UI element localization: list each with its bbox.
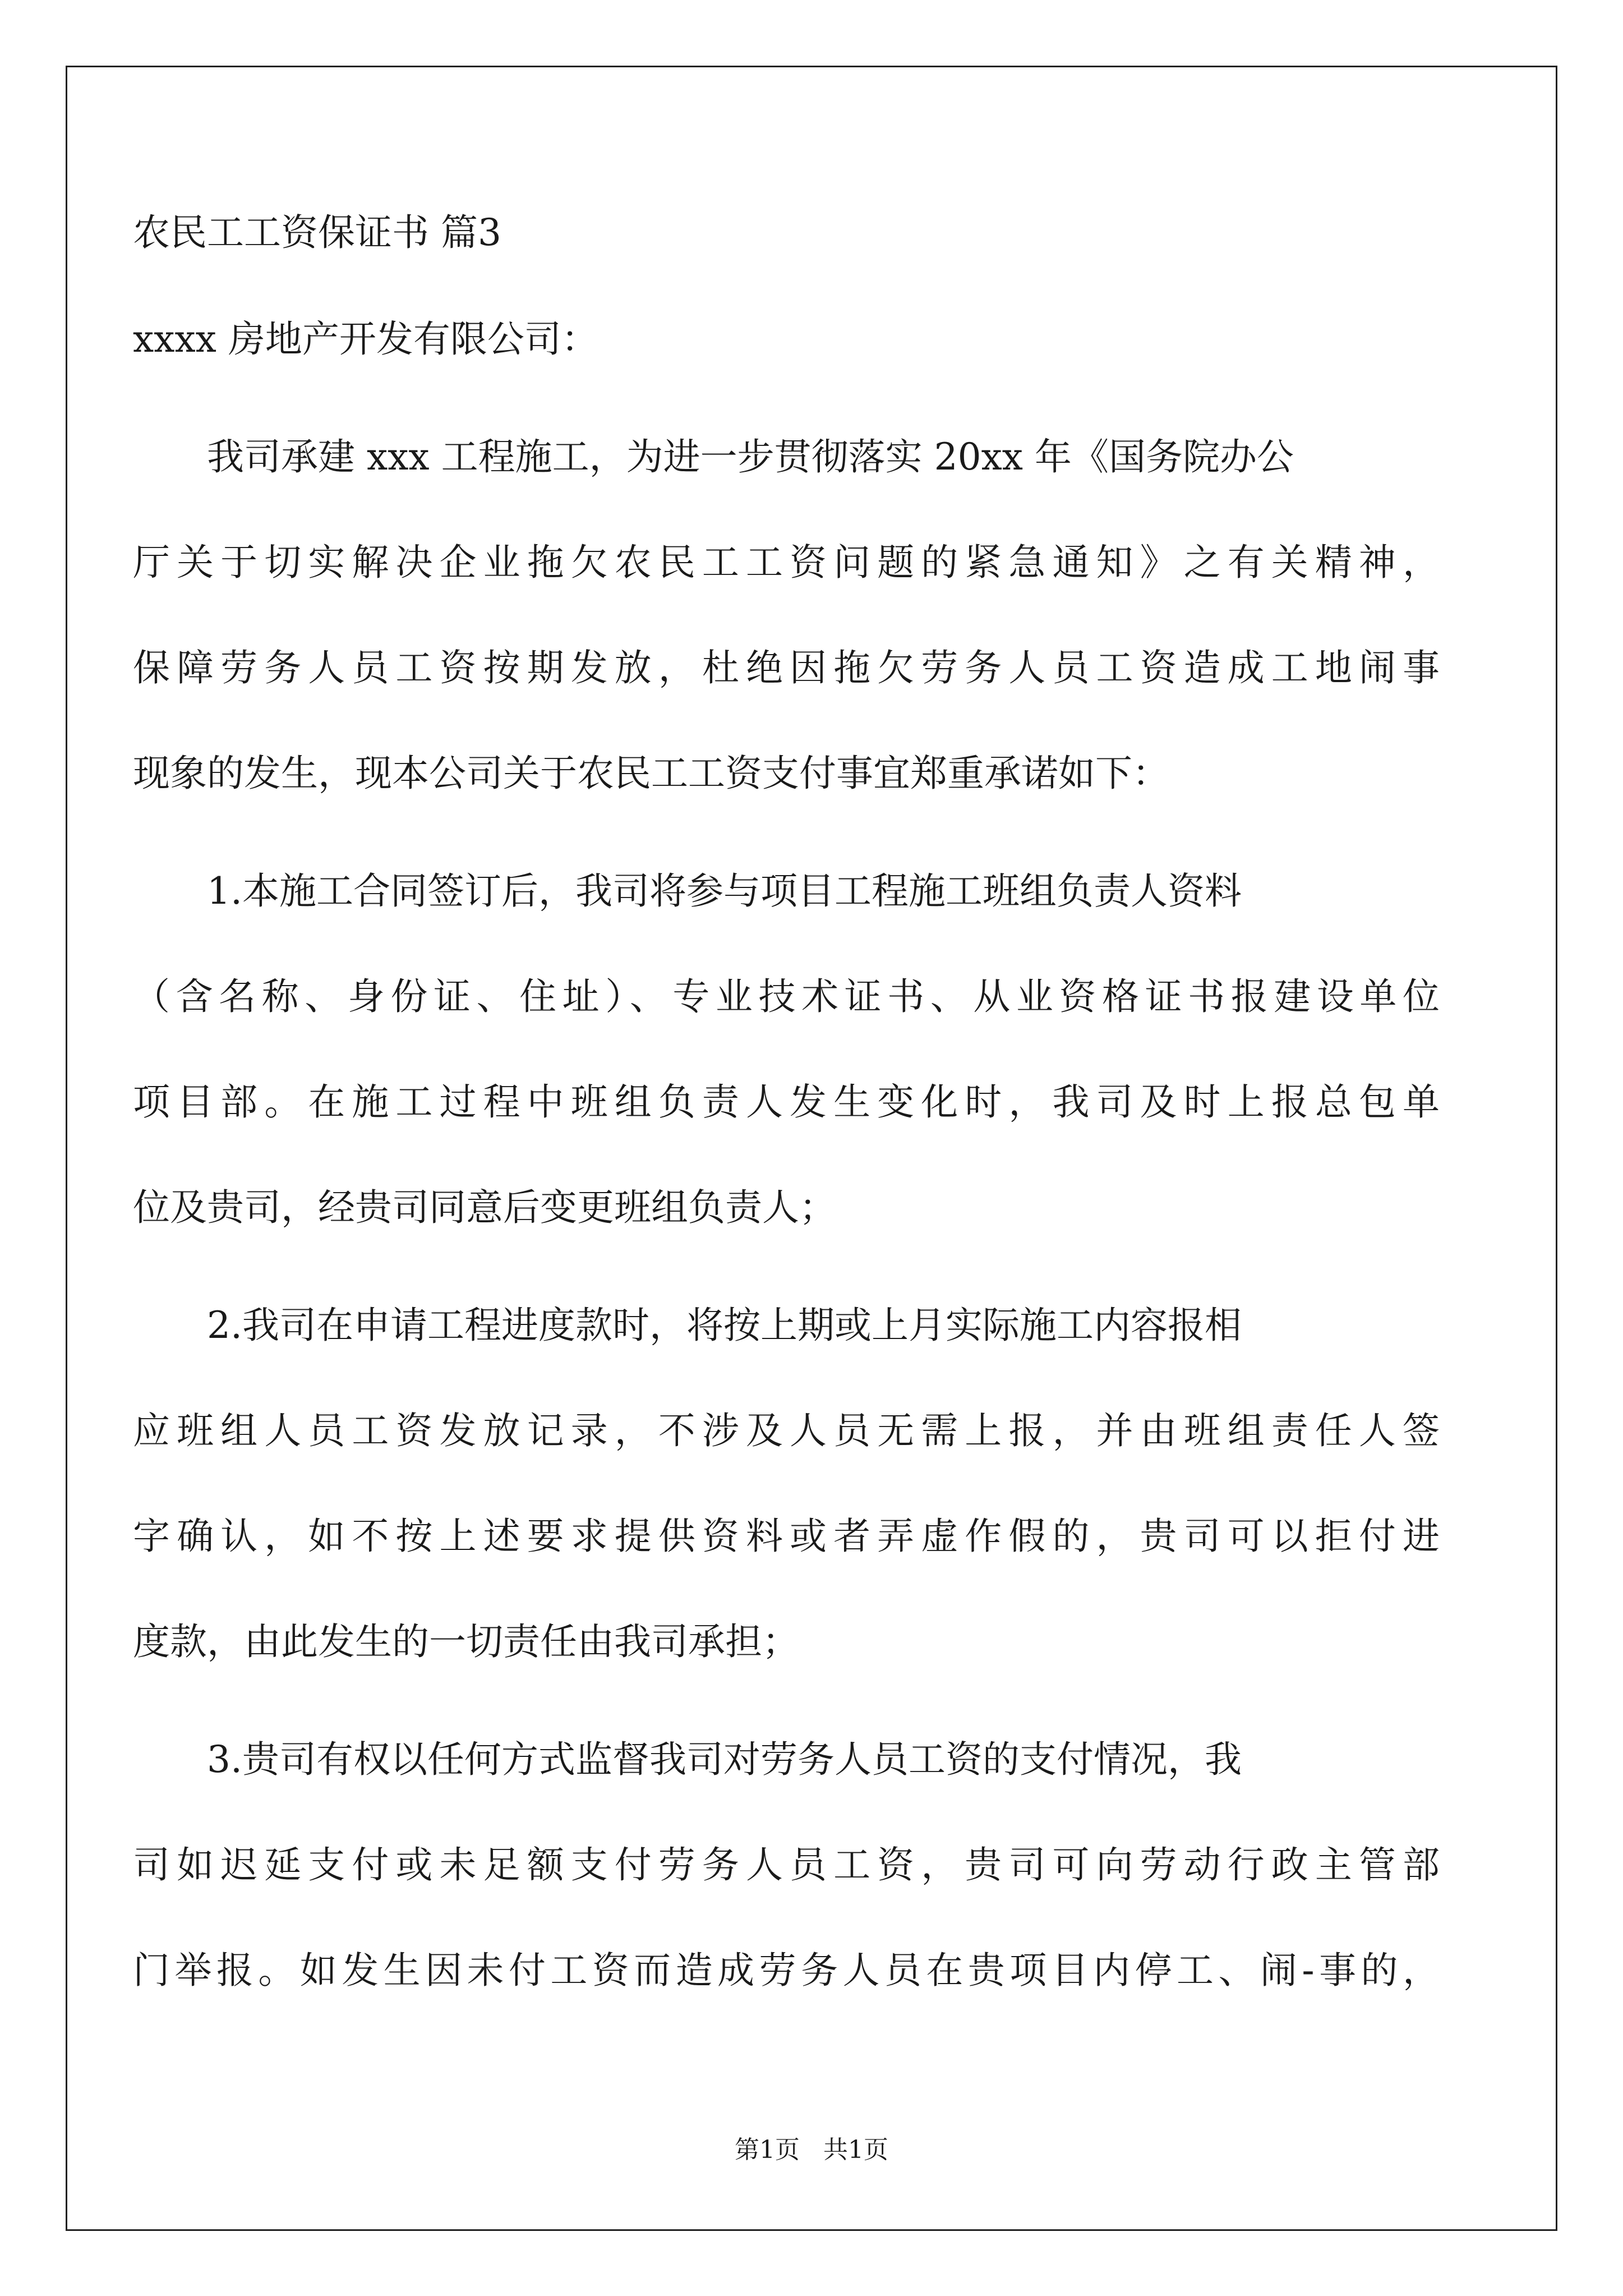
paragraph-line: （含名称、身份证、住址）、专业技术证书、从业资格证书报建设单位 — [133, 975, 1440, 1018]
paragraph-line: 保障劳务人员工资按期发放，杜绝因拖欠劳务人员工资造成工地闹事 — [133, 646, 1440, 689]
paragraph-line: 2.我司在申请工程进度款时，将按上期或上月实际施工内容报相 — [207, 1304, 1242, 1347]
page-footer — [0, 2133, 1623, 2167]
paragraph-line: 司如迟延支付或未足额支付劳务人员工资，贵司可向劳动行政主管部 — [133, 1843, 1440, 1887]
paragraph-line: 我司承建 xxx 工程施工，为进一步贯彻落实 20xx 年《国务院办公 — [207, 435, 1294, 478]
page-number: 第1页 — [735, 2136, 800, 2164]
paragraph-line: 位及贵司，经贵司同意后变更班组负责人； — [133, 1186, 836, 1229]
page-total: 共1页 — [823, 2136, 888, 2164]
paragraph-line: 门举报。如发生因未付工资而造成劳务人员在贵项目内停工、闹-事的， — [133, 1949, 1440, 1992]
paragraph-line: 现象的发生，现本公司关于农民工工资支付事宜郑重承诺如下： — [133, 752, 1169, 795]
addressee: xxxx 房地产开发有限公司： — [133, 318, 598, 361]
document-title: 农民工工资保证书 篇3 — [133, 211, 501, 254]
paragraph-line: 厅关于切实解决企业拖欠农民工工资问题的紧急通知》之有关精神， — [133, 541, 1440, 584]
paragraph-line: 1.本施工合同签订后，我司将参与项目工程施工班组负责人资料 — [207, 869, 1242, 913]
paragraph-line: 度款，由此发生的一切责任由我司承担； — [133, 1620, 799, 1663]
paragraph-line: 字确认，如不按上述要求提供资料或者弄虚作假的，贵司可以拒付进 — [133, 1515, 1440, 1558]
paragraph-line: 3.贵司有权以任何方式监督我司对劳务人员工资的支付情况，我 — [207, 1738, 1242, 1781]
paragraph-line: 应班组人员工资发放记录，不涉及人员无需上报，并由班组责任人签 — [133, 1409, 1440, 1452]
page-border — [66, 66, 1557, 2231]
paragraph-line: 项目部。在施工过程中班组负责人发生变化时，我司及时上报总包单 — [133, 1080, 1440, 1124]
